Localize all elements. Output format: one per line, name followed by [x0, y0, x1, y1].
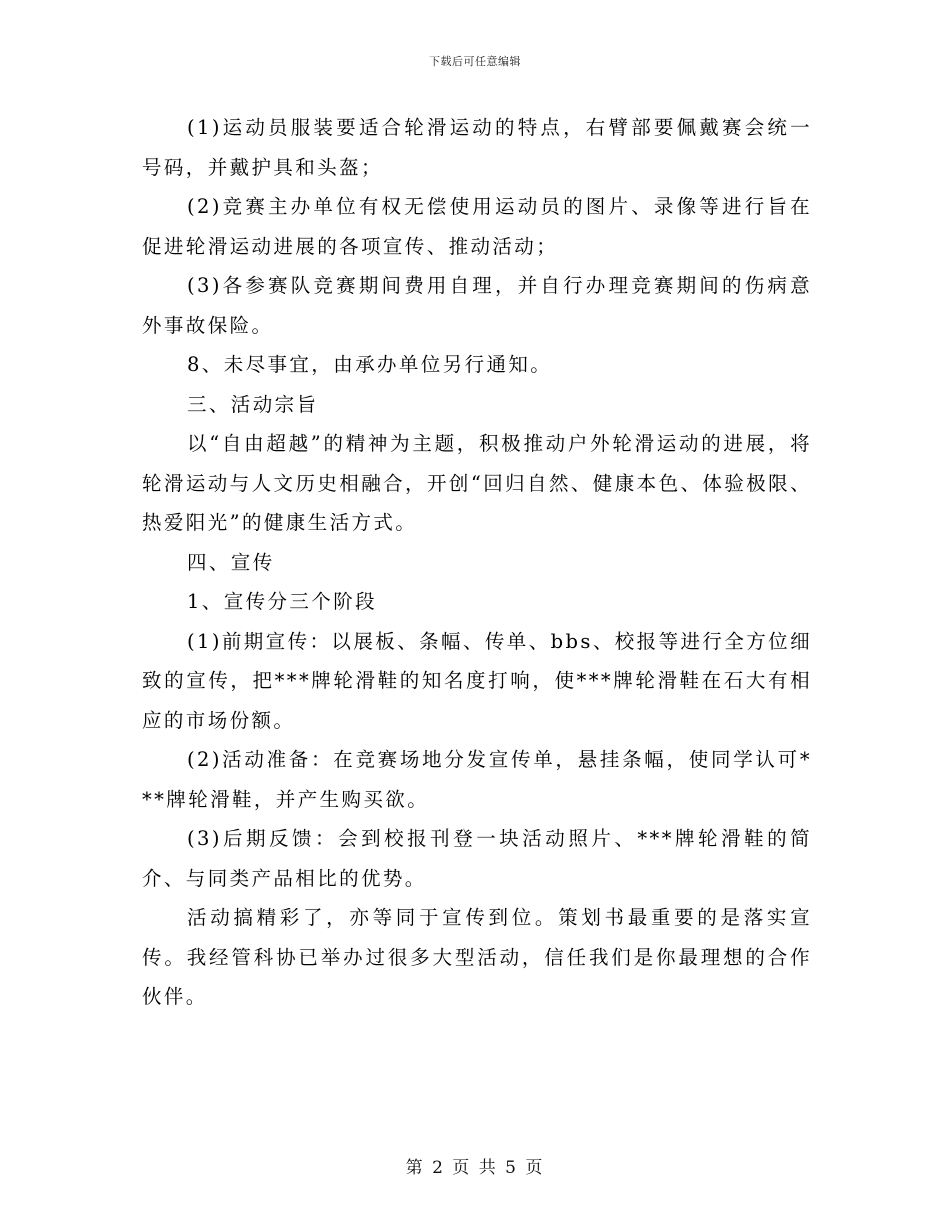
paragraph-early-publicity: (1)前期宣传：以展板、条幅、传单、bbs、校报等进行全方位细致的宣传，把***牌轮滑鞋的知名度打响，使***牌轮滑鞋在石大有相应的市场份额。 — [142, 629, 812, 732]
paragraph-publicity-stages: 1、宣传分三个阶段 — [187, 590, 378, 613]
section-heading-purpose: 三、活动宗旨 — [187, 392, 319, 416]
paragraph-event-preparation: (2)活动准备：在竞赛场地分发宣传单，悬挂条幅，使同学认可***牌轮滑鞋，并产生购买欲。 — [142, 748, 812, 811]
paragraph-conclusion: 活动搞精彩了，亦等同于宣传到位。策划书最重要的是落实宣传。我经管科协已举办过很多大型活动，信任我们是你最理想的合作伙伴。 — [142, 906, 812, 1008]
section-heading-publicity: 四、宣传 — [187, 550, 275, 574]
document-body — [142, 108, 812, 1017]
paragraph-expenses: (3)各参赛队竞赛期间费用自理，并自行办理竞赛期间的伤病意外事故保险。 — [142, 274, 812, 337]
paragraph-uniform-rule: (1)运动员服装要适合轮滑运动的特点，右臂部要佩戴赛会统一号码，并戴护具和头盔； — [142, 116, 812, 179]
page-number-footer: 第 2 页 共 5 页 — [405, 1158, 545, 1178]
paragraph-feedback: (3)后期反馈：会到校报刊登一块活动照片、***牌轮滑鞋的简介、与同类产品相比的优势。 — [142, 827, 812, 890]
paragraph-purpose: 以“自由超越”的精神为主题，积极推动户外轮滑运动的进展，将轮滑运动与人文历史相融合，开创“回归自然、健康本色、体验极限、热爱阳光”的健康生活方式。 — [142, 432, 812, 534]
page-header: 下载后可任意编辑 — [429, 55, 521, 68]
paragraph-media-rights: (2)竞赛主办单位有权无偿使用运动员的图片、录像等进行旨在促进轮滑运动进展的各项宣传、推动活动； — [142, 195, 812, 258]
paragraph-other-matters: 8、未尽事宜，由承办单位另行通知。 — [187, 353, 553, 376]
